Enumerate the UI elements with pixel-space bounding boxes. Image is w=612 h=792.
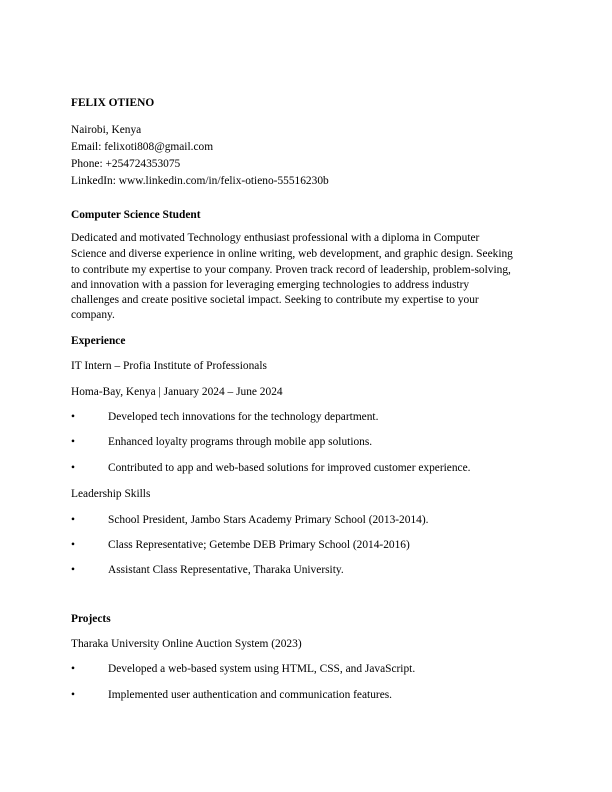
leadership-title: Leadership Skills <box>71 488 151 500</box>
bullet-icon: • <box>71 436 75 448</box>
experience-title: Experience <box>71 335 126 347</box>
bullet-icon: • <box>71 564 75 576</box>
summary-line: challenges and create positive societal impact. Seeking to contribute my expertise to your <box>71 294 479 306</box>
bullet-icon: • <box>71 462 75 474</box>
linkedin-text: LinkedIn: www.linkedin.com/in/felix-otieno-55516230b <box>71 175 329 187</box>
bullet-text: Enhanced loyalty programs through mobile app solutions. <box>108 436 373 448</box>
email-text: Email: felixoti808@gmail.com <box>71 141 214 153</box>
summary-line: and innovation with a passion for leveraging emerging technologies to address industry <box>71 279 470 291</box>
bullet-text: School President, Jambo Stars Academy Primary School (2013-2014). <box>108 514 429 526</box>
bullet-text: Developed a web-based system using HTML, CSS, and JavaScript. <box>108 663 416 675</box>
location-text: Nairobi, Kenya <box>71 124 142 136</box>
bullet-text: Class Representative; Getembe DEB Primary School (2014-2016) <box>108 539 410 551</box>
bullet-icon: • <box>71 663 75 675</box>
bullet-text: Assistant Class Representative, Tharaka University. <box>108 564 344 576</box>
bullet-text: Implemented user authentication and communication features. <box>108 689 393 701</box>
summary-line: Dedicated and motivated Technology enthusiast professional with a diploma in Computer <box>71 232 480 244</box>
experience-role: IT Intern – Profia Institute of Professionals <box>71 360 267 372</box>
bullet-text: Contributed to app and web-based solutions for improved customer experience. <box>108 462 471 474</box>
summary-line: to contribute my expertise to your company. Proven track record of leadership, problem-solving, <box>71 264 511 276</box>
projects-title: Projects <box>71 613 111 625</box>
bullet-icon: • <box>71 539 75 551</box>
summary-line: Science and diverse experience in online writing, web development, and graphic design. Seeking <box>71 248 513 260</box>
phone-text: Phone: +254724353075 <box>71 158 181 170</box>
summary-line: company. <box>71 309 115 321</box>
summary-title: Computer Science Student <box>71 209 201 221</box>
bullet-icon: • <box>71 411 75 423</box>
bullet-icon: • <box>71 514 75 526</box>
candidate-name: FELIX OTIENO <box>71 97 155 109</box>
bullet-icon: • <box>71 689 75 701</box>
project-name: Tharaka University Online Auction System (2023) <box>71 638 302 650</box>
experience-location-dates: Homa-Bay, Kenya | January 2024 – June 2024 <box>71 386 283 398</box>
bullet-text: Developed tech innovations for the technology department. <box>108 411 379 423</box>
